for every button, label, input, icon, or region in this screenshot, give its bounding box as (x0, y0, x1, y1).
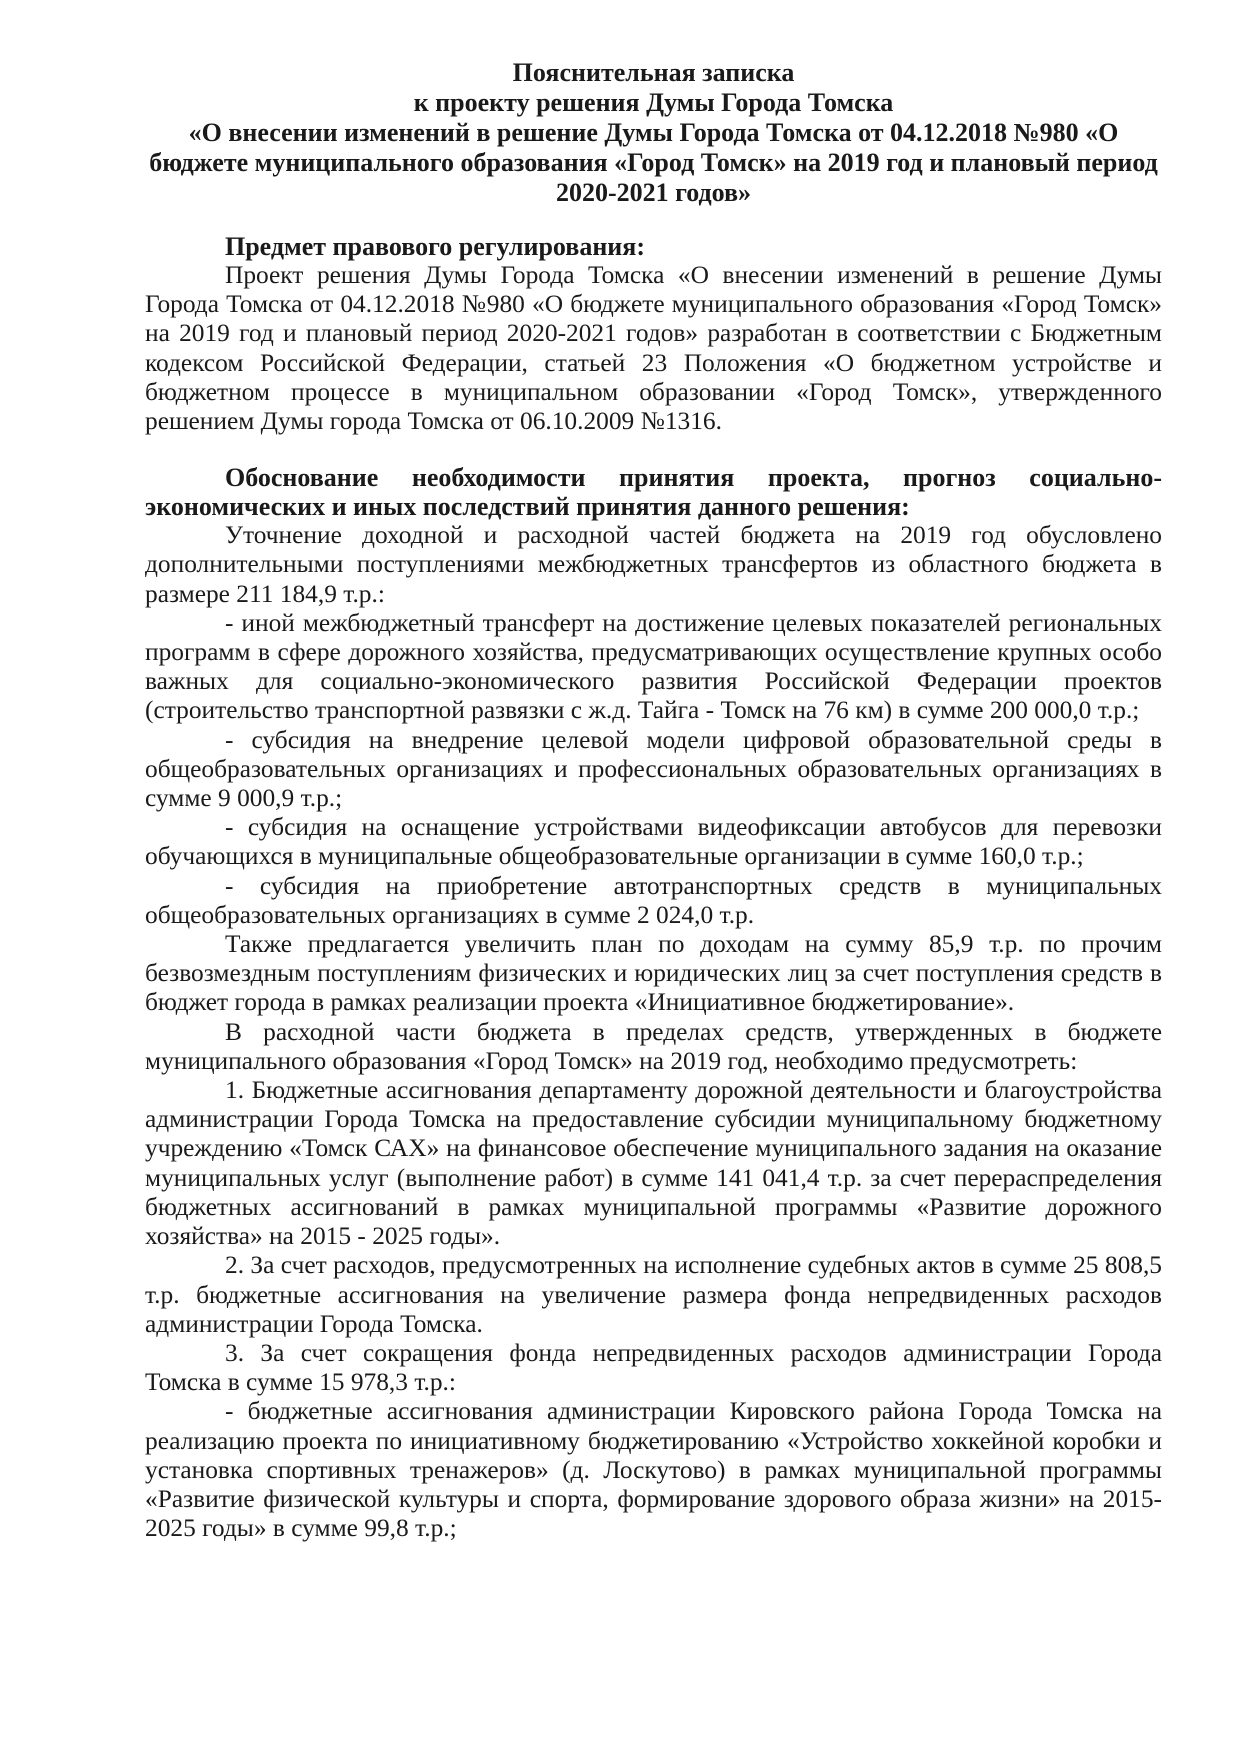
transfer-item: - субсидия на оснащение устройствами видеофиксации автобусов для перевозки обучающихся в муниципальные общеобразовательные организации в сумме 160,0 т.р.; (145, 813, 1162, 871)
income-plan-paragraph: Также предлагается увеличить план по доходам на сумму 85,9 т.р. по прочим безвозмездным поступлениям физических и юридических лиц за счет поступления средств в бюджет города в рамках реализации проекта «Инициативное бюджетирование». (145, 930, 1162, 1017)
transfer-item: - иной межбюджетный трансферт на достижение целевых показателей региональных программ в сфере дорожного хозяйства, предусматривающих осуществление крупных особо важных для социально-экономического развития Российской Федерации проектов (строительство транспортной развязки с ж.д. Тайга - Томск на 76 км) в сумме 200 000,0 т.р.; (145, 608, 1162, 725)
section-gap (145, 436, 1162, 463)
transfer-item: - субсидия на приобретение автотранспортных средств в муниципальных общеобразовательных организациях в сумме 2 024,0 т.р. (145, 871, 1162, 929)
title-line-2: к проекту решения Думы Города Томска (413, 88, 894, 117)
title-line-3: «О внесении изменений в решение Думы Города Томска от 04.12.2018 №980 «О бюджете муниципального образования «Город Томск» на 2019 год и плановый период 2020-2021 годов» (149, 118, 1158, 207)
rationale-intro: Уточнение доходной и расходной частей бюджета на 2019 год обусловлено дополнительными поступлениями межбюджетных трансфертов из областного бюджета в размере 211 184,9 т.р.: (145, 521, 1162, 608)
subject-heading: Предмет правового регулирования: (225, 232, 645, 261)
expense-intro-paragraph: В расходной части бюджета в пределах средств, утвержденных в бюджете муниципального образования «Город Томск» на 2019 год, необходимо предусмотреть: (145, 1017, 1162, 1075)
title-line-1: Пояснительная записка (512, 58, 795, 87)
sub-item: - бюджетные ассигнования администрации Кировского района Города Томска на реализацию проекта по инициативному бюджетированию «Устройство хоккейной коробки и установка спортивных тренажеров» (д. Лоскутово) в рамках муниципальной программы «Развитие физической культуры и спорта, формирование здорового образа жизни» на 2015-2025 годы» в сумме 99,8 т.р.; (145, 1397, 1162, 1543)
measure-item: 2. За счет расходов, предусмотренных на исполнение судебных актов в сумме 25 808,5 т.р. бюджетные ассигнования на увеличение размера фонда непредвиденных расходов администрации Города Томска. (145, 1251, 1162, 1338)
transfer-item: - субсидия на внедрение целевой модели цифровой образовательной среды в общеобразовательных организациях и профессиональных образовательных организациях в сумме 9 000,9 т.р.; (145, 725, 1162, 813)
rationale-heading: Обоснование необходимости принятия проекта, прогноз социально-экономических и иных последствий принятия данного решения: (145, 463, 1162, 522)
measure-item: 1. Бюджетные ассигнования департаменту дорожной деятельности и благоустройства администрации Города Томска на предоставление субсидии муниципальному бюджетному учреждению «Томск САХ» на финансовое обеспечение муниципального задания на оказание муниципальных услуг (выполнение работ) в сумме 141 041,4 т.р. за счет перераспределения бюджетных ассигнований в рамках муниципальной программы «Развитие дорожного хозяйства» на 2015 - 2025 годы». (145, 1076, 1162, 1251)
subject-text: Проект решения Думы Города Томска «О внесении изменений в решение Думы Города Томска от 04.12.2018 №980 «О бюджете муниципального образования «Город Томск» на 2019 год и плановый период 2020-2021 годов» разработан в соответствии с Бюджетным кодексом Российской Федерации, статьей 23 Положения «О бюджетном устройстве и бюджетном процессе в муниципальном образовании «Город Томск», утвержденного решением Думы города Томска от 06.10.2009 №1316. (145, 261, 1162, 436)
document-title (145, 58, 1162, 208)
measure-item: 3. За счет сокращения фонда непредвиденных расходов администрации Города Томска в сумме 15 978,3 т.р.: (145, 1338, 1162, 1397)
